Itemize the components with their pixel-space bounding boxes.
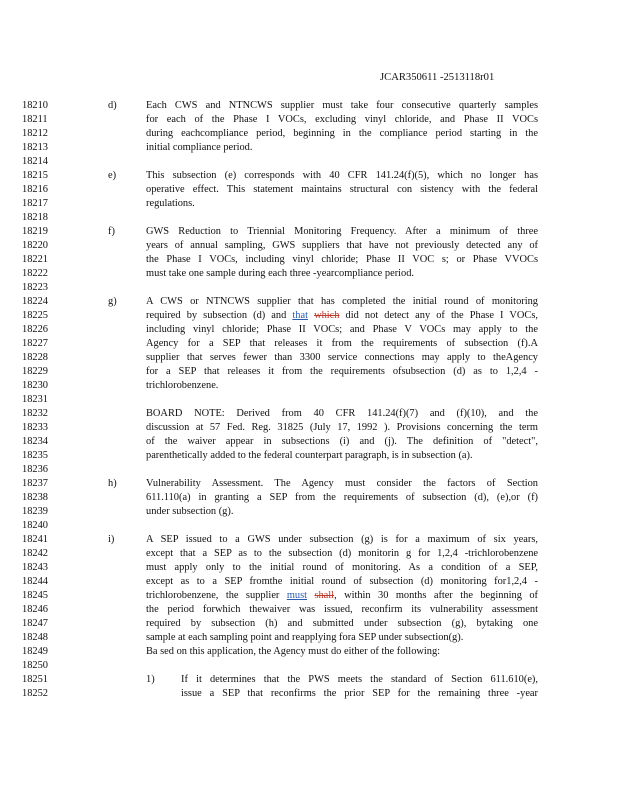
- board-note-line: parenthetically added to the federal counterpart paragraph, is in subsection (a).: [146, 450, 473, 461]
- line-number: 18221: [22, 254, 48, 265]
- text-run: did not detect any of the Phase I VOCs,: [345, 310, 538, 321]
- paragraph-f-line: GWS Reduction to Triennial Monitoring Frequency. After a minimum of three: [146, 226, 538, 237]
- line-number: 18224: [22, 296, 48, 307]
- line-number: 18240: [22, 520, 48, 531]
- line-number: 18212: [22, 128, 48, 139]
- paragraph-i-line-edited: [146, 589, 538, 603]
- paragraph-d-line: for each of the Phase I VOCs, excluding vinyl chloride, and Phase II VOCs: [146, 114, 538, 125]
- line-number: 18229: [22, 366, 48, 377]
- paragraph-i1-line: If it determines that the PWS meets the standard of Section 611.610(e),: [181, 674, 538, 685]
- paragraph-g-line: Agency for a SEP that releases it from the requirements of subsection (f).A: [146, 338, 538, 349]
- paragraph-e-line: This subsection (e) corresponds with 40 CFR 141.24(f)(5), which no longer has: [146, 170, 538, 181]
- line-number: 18225: [22, 310, 48, 321]
- line-number: 18252: [22, 688, 48, 699]
- paragraph-g-line: including vinyl chloride; Phase II VOCs; and Phase V VOCs may apply to the: [146, 324, 538, 335]
- line-number: 18239: [22, 506, 48, 517]
- line-number: 18226: [22, 324, 48, 335]
- line-number: 18247: [22, 618, 48, 629]
- paragraph-f-line: must take one sample during each three -yearcompliance period.: [146, 268, 415, 279]
- inserted-text: that: [292, 310, 308, 321]
- line-number: 18220: [22, 240, 48, 251]
- text-run: , within 30 months after the beginning of: [334, 590, 538, 601]
- paragraph-i-line: except that a SEP as to the subsection (d) monitorin g for 1,2,4 -trichlorobenzene: [146, 548, 538, 559]
- paragraph-g-line: A CWS or NTNCWS supplier that has completed the initial round of monitoring: [146, 296, 538, 307]
- board-note-line: BOARD NOTE: Derived from 40 CFR 141.24(f)(7) and (f)(10), and the: [146, 408, 538, 419]
- paragraph-g-line: trichlorobenzene.: [146, 380, 219, 391]
- line-number: 18228: [22, 352, 48, 363]
- line-number: 18251: [22, 674, 48, 685]
- line-number: 18223: [22, 282, 48, 293]
- line-number: 18230: [22, 380, 48, 391]
- paragraph-i1-line: issue a SEP that reconfirms the prior SEP for the remaining three -year: [181, 688, 538, 699]
- line-number: 18246: [22, 604, 48, 615]
- line-number: 18215: [22, 170, 48, 181]
- line-number: 18217: [22, 198, 48, 209]
- paragraph-i-line: except as to a SEP fromthe initial round of subsection (d) monitoring for1,2,4 -: [146, 576, 538, 587]
- line-number: 18210: [22, 100, 48, 111]
- text-run: trichlorobenzene, the supplier: [146, 590, 280, 601]
- line-number: 18233: [22, 422, 48, 433]
- line-number: 18227: [22, 338, 48, 349]
- paragraph-g-line-edited: [146, 309, 538, 323]
- line-number: 18211: [22, 114, 48, 125]
- paragraph-f-line: years of annual sampling, GWS suppliers that have not previously detected any of: [146, 240, 538, 251]
- paragraph-d-line: initial compliance period.: [146, 142, 253, 153]
- subsection-label-h: h): [108, 478, 117, 489]
- line-number: 18232: [22, 408, 48, 419]
- line-number: 18222: [22, 268, 48, 279]
- line-number: 18218: [22, 212, 48, 223]
- paragraph-i-line: sample at each sampling point and reapplying fora SEP under subsection(g).: [146, 632, 464, 643]
- text-run: required by subsection (d) and: [146, 310, 287, 321]
- line-number: 18216: [22, 184, 48, 195]
- paragraph-h-line: 611.110(a) in granting a SEP from the requirements of subsection (d), (e),or (f): [146, 492, 538, 503]
- line-number: 18250: [22, 660, 48, 671]
- line-number: 18214: [22, 156, 48, 167]
- board-note-line: discussion at 57 Fed. Reg. 31825 (July 17, 1992 ). Provisions concerning the term: [146, 422, 538, 433]
- paragraph-h-line: Vulnerability Assessment. The Agency must consider the factors of Section: [146, 478, 538, 489]
- subsection-label-g: g): [108, 296, 117, 307]
- board-note-line: of the waiver appear in subsections (i) and (j). The definition of "detect",: [146, 436, 538, 447]
- line-number: 18249: [22, 646, 48, 657]
- line-number: 18236: [22, 464, 48, 475]
- subsection-label-i-1: 1): [146, 674, 155, 685]
- line-number: 18213: [22, 142, 48, 153]
- line-number: 18219: [22, 226, 48, 237]
- deleted-text: which: [314, 310, 340, 321]
- line-number: 18234: [22, 436, 48, 447]
- paragraph-i-line: the period forwhich thewaiver was issued, reconfirm its vulnerability assessment: [146, 604, 538, 615]
- paragraph-d-line: Each CWS and NTNCWS supplier must take four consecutive quarterly samples: [146, 100, 538, 111]
- paragraph-d-line: during eachcompliance period, beginning in the compliance period starting in the: [146, 128, 538, 139]
- paragraph-i-line: required by subsection (h) and submitted under subsection (g), bytaking one: [146, 618, 538, 629]
- subsection-label-e: e): [108, 170, 117, 181]
- line-number: 18241: [22, 534, 48, 545]
- deleted-text: shall: [314, 590, 335, 601]
- line-number: 18242: [22, 548, 48, 559]
- line-number: 18244: [22, 576, 48, 587]
- paragraph-g-line: for a SEP that releases it from the requirements ofsubsection (d) as to 1,2,4 -: [146, 366, 538, 377]
- inserted-text: must: [286, 590, 308, 601]
- paragraph-i-line: Ba sed on this application, the Agency must do either of the following:: [146, 646, 441, 657]
- line-number: 18231: [22, 394, 48, 405]
- subsection-label-i: i): [108, 534, 115, 545]
- line-number: 18238: [22, 492, 48, 503]
- paragraph-h-line: under subsection (g).: [146, 506, 234, 517]
- paragraph-e-line: regulations.: [146, 198, 195, 209]
- paragraph-i-line: must apply only to the initial round of monitoring. As a condition of a SEP,: [146, 562, 538, 573]
- line-number: 18245: [22, 590, 48, 601]
- paragraph-i-line: A SEP issued to a GWS under subsection (g) is for a maximum of six years,: [146, 534, 538, 545]
- line-number: 18248: [22, 632, 48, 643]
- line-number: 18237: [22, 478, 48, 489]
- line-number: 18235: [22, 450, 48, 461]
- subsection-label-d: d): [108, 100, 117, 111]
- document-id-header: JCAR350611 -2513118r01: [380, 72, 495, 83]
- line-number: 18243: [22, 562, 48, 573]
- paragraph-f-line: the Phase I VOCs, including vinyl chloride; Phase II VOC s; or Phase VVOCs: [146, 254, 538, 265]
- subsection-label-f: f): [108, 226, 115, 237]
- paragraph-g-line: supplier that serves fewer than 3300 service connections may apply to theAgency: [146, 352, 538, 363]
- paragraph-e-line: operative effect. This statement maintains structural con sistency with the federal: [146, 184, 538, 195]
